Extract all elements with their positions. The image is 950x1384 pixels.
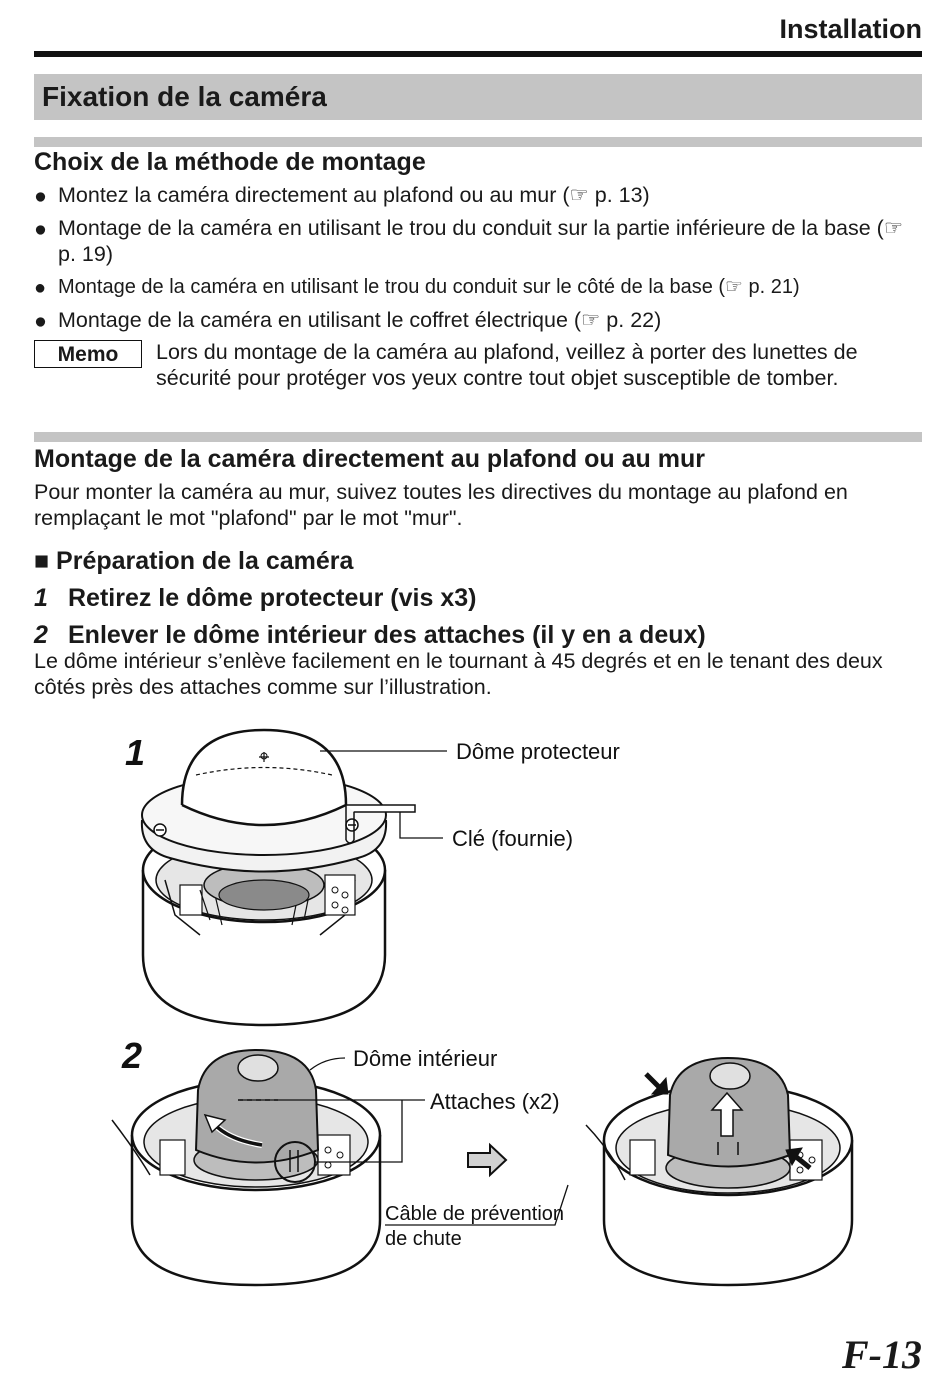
- page-title: Fixation de la caméra: [42, 81, 327, 112]
- header-rule: [34, 51, 922, 57]
- step-number: 1: [34, 584, 48, 612]
- step-text: Enlever le dôme intérieur des attaches (il y en a deux): [68, 621, 706, 649]
- list-item: ● Montez la caméra directement au plafond ou au mur (☞ p. 13): [34, 183, 650, 208]
- title-band: [34, 74, 922, 120]
- next-step-arrow-icon: [468, 1145, 506, 1175]
- list-item: ● Montage de la caméra en utilisant le coffret électrique (☞ p. 22): [34, 308, 662, 333]
- label-cable-line-1: Câble de prévention: [385, 1203, 565, 1225]
- protective-dome: [182, 730, 346, 825]
- memo-label: Memo: [34, 340, 142, 368]
- mounting-options-list: [34, 182, 922, 340]
- section-heading-mounting-method: Choix de la méthode de montage: [34, 148, 426, 176]
- page-number: F-13: [842, 1332, 922, 1377]
- step-text: Retirez le dôme protecteur (vis x3): [68, 584, 477, 612]
- step-1: [34, 584, 476, 613]
- section-header: Installation: [779, 14, 922, 44]
- list-item: ● Montage de la caméra en utilisant le trou du conduit sur la partie inférieure de la base (☞ p. 19): [34, 216, 904, 266]
- step-2-description: Le dôme intérieur s’enlève facilement en le tournant à 45 degrés et en le tenant des deux côtés près des attaches comme sur l’illustration.: [34, 649, 883, 699]
- step-2: [34, 621, 706, 650]
- label-dome-protecteur: Dôme protecteur: [456, 739, 620, 764]
- list-item: ● Montage de la caméra en utilisant le trou du conduit sur le côté de la base (☞ p. 21): [34, 276, 800, 299]
- section-heading-direct-mount: Montage de la caméra directement au plafond ou au mur: [34, 445, 705, 473]
- step-number: 2: [34, 621, 48, 649]
- subheading-preparation: ■ Préparation de la caméra: [34, 547, 354, 575]
- camera-illustration: [0, 720, 950, 1310]
- figure-1-number: 1: [125, 732, 146, 773]
- label-attaches: Attaches (x2): [430, 1089, 560, 1114]
- section-divider: [34, 137, 922, 147]
- label-cle: Clé (fournie): [452, 826, 574, 851]
- camera-base-3: [586, 1058, 852, 1285]
- intro-paragraph: Pour monter la caméra au mur, suivez toutes les directives du montage au plafond en remplaçant le mot "plafond" par le mot "mur".: [34, 480, 848, 530]
- label-dome-interieur: Dôme intérieur: [353, 1046, 498, 1071]
- label-cable-line-2: de chute: [385, 1228, 462, 1250]
- figure-2-number: 2: [122, 1035, 143, 1076]
- memo-text: Lors du montage de la caméra au plafond, veillez à porter des lunettes de sécurité pour protéger vos yeux contre tout objet susceptible de tomber.: [156, 340, 858, 390]
- camera-base-2: [112, 1050, 380, 1285]
- section-divider: [34, 432, 922, 442]
